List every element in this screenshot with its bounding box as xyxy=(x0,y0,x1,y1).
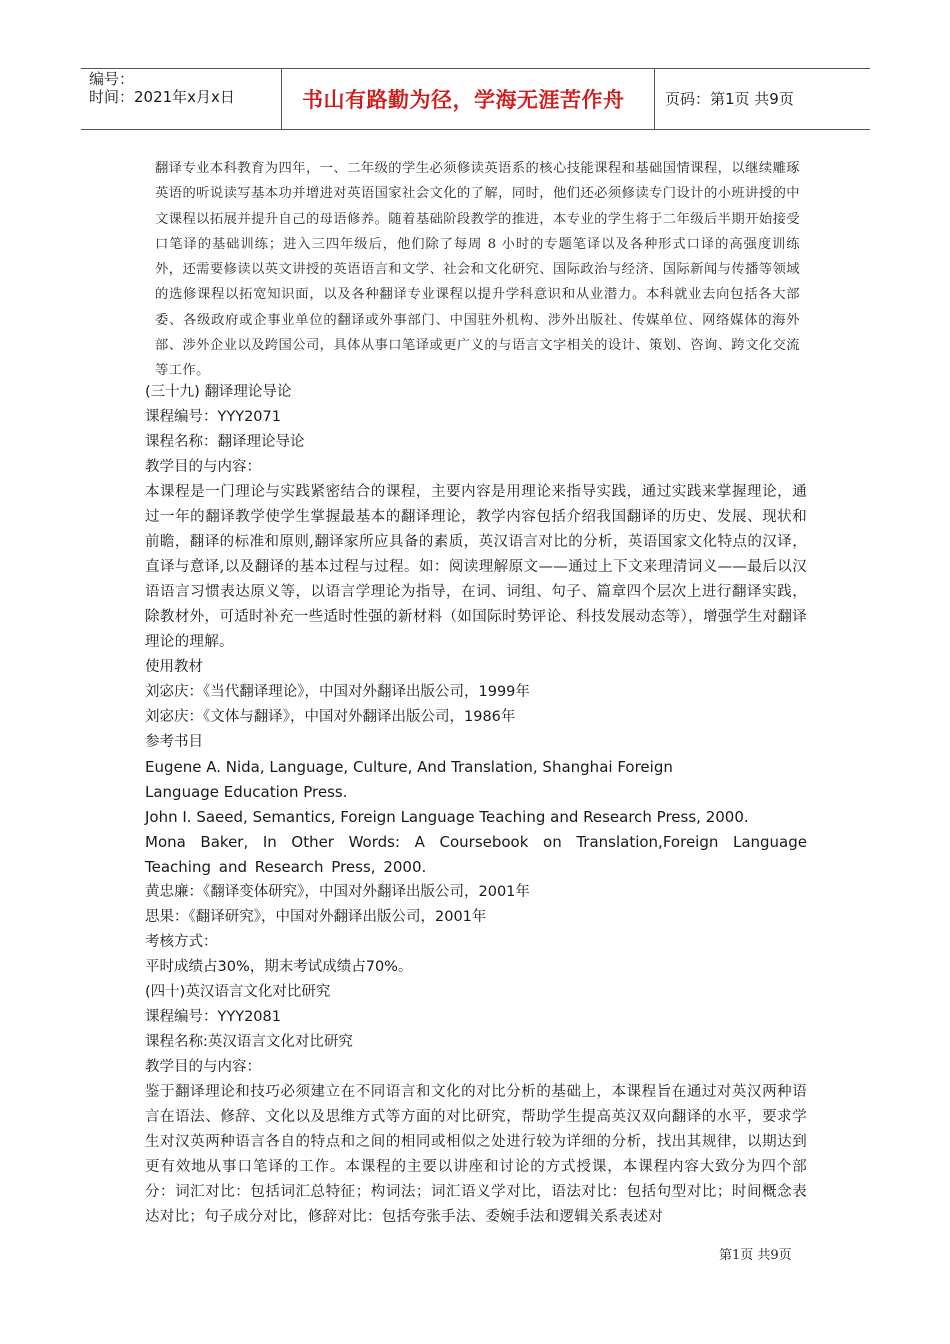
course-40-goal-label: 教学目的与内容： xyxy=(145,1059,261,1075)
header-page-cell xyxy=(655,69,870,129)
course-39-textbook-item: 刘宓庆：《文体与翻译》，中国对外翻译出版公司，1986年 xyxy=(145,709,516,725)
course-39-goal-label: 教学目的与内容： xyxy=(145,459,261,475)
page-header xyxy=(81,68,870,130)
course-content xyxy=(145,380,807,1230)
course-40-code: 课程编号：YYY2081 xyxy=(145,1009,281,1025)
header-motto-cell xyxy=(282,69,655,129)
course-39-goal-text: 本课程是一门理论与实践紧密结合的课程，主要内容是用理论来指导实践，通过实践来掌握理论，通过一年的翻译教学使学生掌握最基本的翻译理论，教学内容包括介绍我国翻译的历史、发展、现状和前瞻，翻译的标准和原则,翻译家所应具备的素质，英汉语言对比的分析，英语国家文化特点的汉译，直译与意译,以及翻译的基本过程与过程。如：阅读理解原文——通过上下文来理清词义——最后以汉语语言习惯表达原义等，以语言学理论为指导，在词、词组、句子、篇章四个层次上进行翻译实践，除教材外，可适时补充一些适时性强的新材料（如国际时势评论、科技发展动态等），增强学生对翻译理论的理解。 xyxy=(145,484,807,650)
course-40-goal-text: 鉴于翻译理论和技巧必须建立在不同语言和文化的对比分析的基础上，本课程旨在通过对英汉两种语言在语法、修辞、文化以及思维方式等方面的对比研究，帮助学生提高英汉双向翻译的水平，要求学生对汉英两种语言各自的特点和之间的相同或相似之处进行较为详细的分析，找出其规律，以期达到更有效地从事口笔译的工作。本课程的主要以讲座和讨论的方式授课，本课程内容大致分为四个部分：词汇对比：包括词汇总特征；构词法；词汇语义学对比，语法对比：包括句型对比；时间概念表达对比；句子成分对比，修辞对比：包括夸张手法、委婉手法和逻辑关系表述对 xyxy=(145,1084,807,1225)
course-39-ref-item: Mona Baker, In Other Words: A Coursebook on Translation,Foreign Language Teaching and Research Press, 2000. xyxy=(145,833,807,876)
document-time-label: 时间：2021年x月x日 xyxy=(89,88,235,106)
course-39-textbook-item: 刘宓庆：《当代翻译理论》，中国对外翻译出版公司，1999年 xyxy=(145,684,530,700)
motto-text: 书山有路勤为径，学海无涯苦作舟 xyxy=(302,87,625,112)
course-39-refs-label: 参考书目 xyxy=(145,734,203,750)
header-meta-cell xyxy=(81,69,282,129)
intro-paragraph: 翻译专业本科教育为四年，一、二年级的学生必须修读英语系的核心技能课程和基础国情课程，以继续雕琢英语的听说读写基本功并增进对英语国家社会文化的了解，同时，他们还必须修读专门设计的小班讲授的中文课程以拓展并提升自己的母语修养。随着基础阶段教学的推进，本专业的学生将于二年级后半期开始接受口笔译的基础训练；进入三四年级后，他们除了每周 8 小时的专题笔译以及各种形式口译的高强度训练外，还需要修读以英文讲授的英语语言和文学、社会和文化研究、国际政治与经济、国际新闻与传播等领域的选修课程以拓宽知识面，以及各种翻译专业课程以提升学科意识和从业潜力。本科就业去向包括各大部委、各级政府或企事业单位的翻译或外事部门、中国驻外机构、涉外出版社、传媒单位、网络媒体的海外部、涉外企业以及跨国公司，具体从事口笔译或更广义的与语言文字相关的设计、策划、咨询、跨文化交流等工作。 xyxy=(155,161,800,379)
course-39-code: 课程编号：YYY2071 xyxy=(145,409,281,425)
header-page-number: 页码：第1页 共9页 xyxy=(665,90,794,108)
course-39-assess-text: 平时成绩占30%，期末考试成绩占70%。 xyxy=(145,959,413,975)
course-40-heading: (四十)英汉语言文化对比研究 xyxy=(145,984,331,1000)
footer-page-number: 第1页 共9页 xyxy=(719,1248,792,1263)
course-39-name: 课程名称：翻译理论导论 xyxy=(145,434,305,450)
course-39-ref-item: John I. Saeed, Semantics, Foreign Language Teaching and Research Press, 2000. xyxy=(145,808,749,826)
course-39-ref-item: 思果：《翻译研究》，中国对外翻译出版公司，2001年 xyxy=(145,909,487,925)
course-40-name: 课程名称:英汉语言文化对比研究 xyxy=(145,1034,353,1050)
course-39-heading: (三十九) 翻译理论导论 xyxy=(145,384,292,400)
course-39-ref-item: 黄忠廉：《翻译变体研究》，中国对外翻译出版公司，2001年 xyxy=(145,884,530,900)
document-number-label: 编号： xyxy=(89,70,135,88)
course-39-assess-label: 考核方式： xyxy=(145,934,218,950)
course-39-ref-item: Eugene A. Nida, Language, Culture, And Translation, Shanghai Foreign Language Education Press. xyxy=(145,758,673,801)
course-39-textbook-label: 使用教材 xyxy=(145,659,203,675)
